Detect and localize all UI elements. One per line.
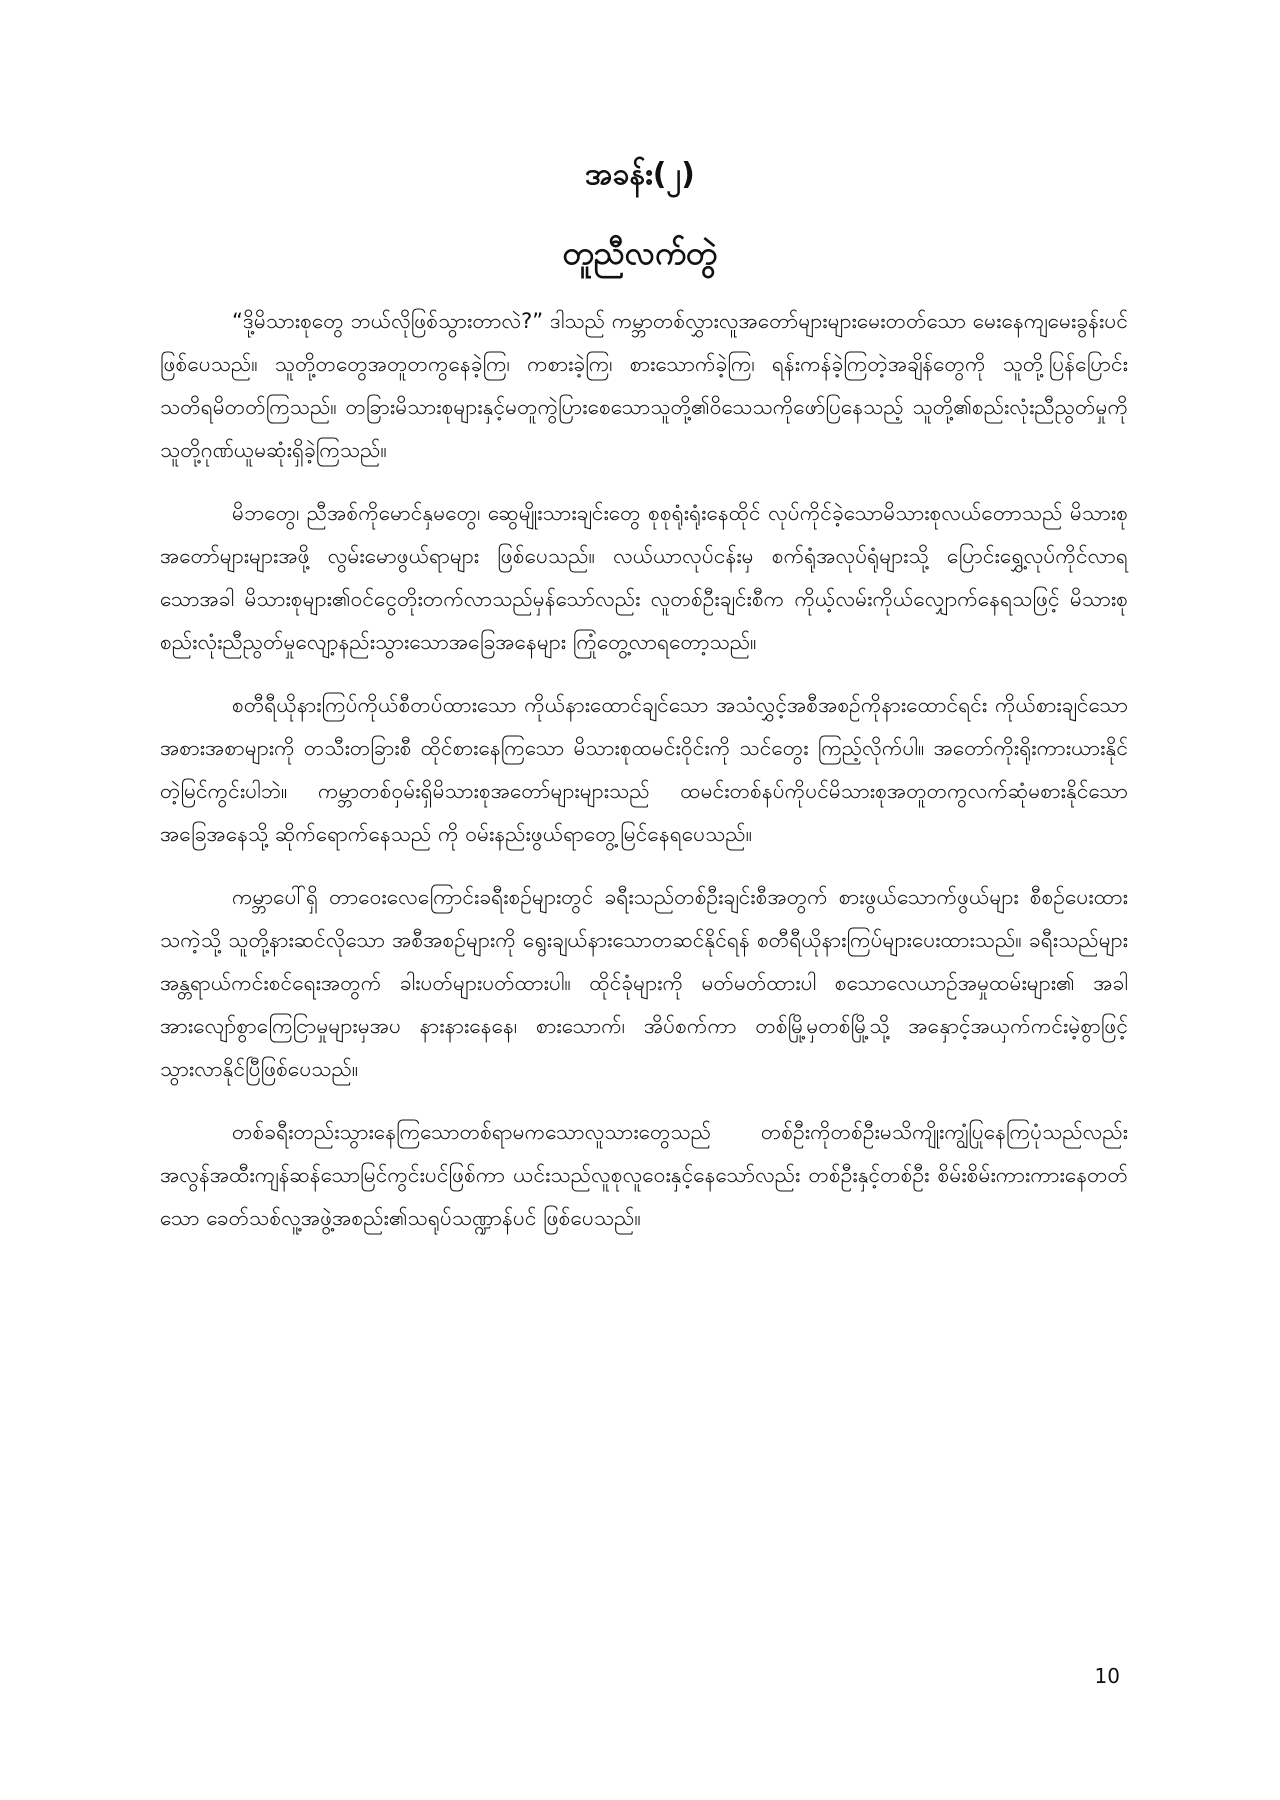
chapter-title: တူညီလက်တွဲ [562, 234, 718, 272]
paragraph-5: တစ်ခရီးတည်းသွားနေကြသောတစ်ရာမကသောလူသားတွေသည် တစ်ဦးကိုတစ်ဦးမသိကျိုးကျွံပြုနေကြပုံသည်လည်း အလွန်အထီးကျန်ဆန်သောမြင်ကွင်းပင်ဖြစ်ကာ ယင်းသည်လူစုလူဝေးနှင့်နေသော်လည်း တစ်ဦးနှင့်တစ်ဦး စိမ်းစိမ်းကားကားနေတတ်သော ခေတ်သစ်လူ့အဖွဲ့အစည်း၏သရုပ်သဏ္ဍာန်ပင် ဖြစ်ပေသည်။ [160, 1120, 1128, 1230]
paragraph-1: “ဒို့မိသားစုတွေ ဘယ်လိုဖြစ်သွားတာလဲ?” ဒါသည် ကမ္ဘာတစ်လွှားလူအတော်များများမေးတတ်သော မေးနေကျမေးခွန်းပင်ဖြစ်ပေသည်။ သူတို့တတွေအတူတကွနေခဲ့ကြ၊ ကစားခဲ့ကြ၊ စားသောက်ခဲ့ကြ၊ ရန်းကန်ခဲ့ကြတဲ့အချိန်တွေကို သူတို့ပြန်ပြောင်းသတိရမိတတ်ကြသည်။ တခြားမိသားစုများနှင့်မတူကွဲပြားစေသောသူတို့၏ဝိသေသကိုဖော်ပြနေသည့် သူတို့၏စည်းလုံးညီညွတ်မှုကို သူတို့ဂုဏ်ယူမဆုံးရှိခဲ့ကြသည်။ [160, 309, 1128, 462]
paragraph-2: မိဘတွေ၊ ညီအစ်ကိုမောင်နှမတွေ၊ ဆွေမျိုးသားချင်းတွေ စုစုရုံးရုံးနေထိုင် လုပ်ကိုင်ခဲ့သောမိသားစုလယ်တောသည် မိသားစုအတော်များများအဖို့ လွမ်းမောဖွယ်ရာများ ဖြစ်ပေသည်။ လယ်ယာလုပ်ငန်းမှ စက်ရုံအလုပ်ရုံများသို့ ပြောင်းရွှေ့လုပ်ကိုင်လာရသောအခါ မိသားစုများ၏ဝင်ငွေတိုးတက်လာသည်မှန်သော်လည်း လူတစ်ဦးချင်းစီက ကိုယ့်လမ်းကိုယ်လျှောက်နေရသဖြင့် မိသားစုစည်းလုံးညီညွတ်မှုလျော့နည်းသွားသောအခြေအနေများ ကြုံတွေ့လာရတော့သည်။ [160, 501, 1128, 654]
page-number: 10 [1094, 1664, 1120, 1688]
paragraph-3: စတီရီယိုနားကြပ်ကိုယ်စီတပ်ထားသော ကိုယ်နားထောင်ချင်သော အသံလွှင့်အစီအစဉ်ကိုနားထောင်ရင်း ကိုယ်စားချင်သောအစားအစာများကို တသီးတခြားစီ ထိုင်စားနေကြသော မိသားစုထမင်းဝိုင်းကို သင်တွေး ကြည့်လိုက်ပါ။ အတော်ကိုးရိုးကားယားနိုင်တဲ့မြင်ကွင်းပါဘဲ။ ကမ္ဘာတစ်ဝှမ်းရှိမိသားစုအတော်များများသည် ထမင်းတစ်နပ်ကိုပင်မိသားစုအတူတကွလက်ဆုံမစားနိုင်သောအခြေအနေသို့ ဆိုက်ရောက်နေသည် ကို ဝမ်းနည်းဖွယ်ရာတွေ့မြင်နေရပေသည်။ [160, 693, 1128, 846]
body-text [160, 300, 1128, 1260]
chapter-number: အခန်း(၂) [585, 157, 695, 192]
paragraph-4: ကမ္ဘာပေါ်ရှိ တာဝေးလေကြောင်းခရီးစဉ်များတွင် ခရီးသည်တစ်ဦးချင်းစီအတွက် စားဖွယ်သောက်ဖွယ်များ စီစဉ်ပေးထားသကဲ့သို့ သူတို့နားဆင်လိုသော အစီအစဉ်များကို ရွေးချယ်နားသောတဆင်နိုင်ရန် စတီရီယိုနားကြပ်များပေးထားသည်။ ခရီးသည်များ အန္တရာယ်ကင်းစင်ရေးအတွက် ခါးပတ်များပတ်ထားပါ။ ထိုင်ခုံများကို မတ်မတ်ထားပါ စသောလေယာဉ်အမှုထမ်းများ၏ အခါအားလျော်စွာကြေငြာမှုများမှအပ နားနားနေနေ၊ စားသောက်၊ အိပ်စက်ကာ တစ်မြို့မှတစ်မြို့သို့ အနှောင့်အယှက်ကင်းမဲ့စွာဖြင့် သွားလာနိုင်ပြီဖြစ်ပေသည်။ [160, 885, 1128, 1081]
